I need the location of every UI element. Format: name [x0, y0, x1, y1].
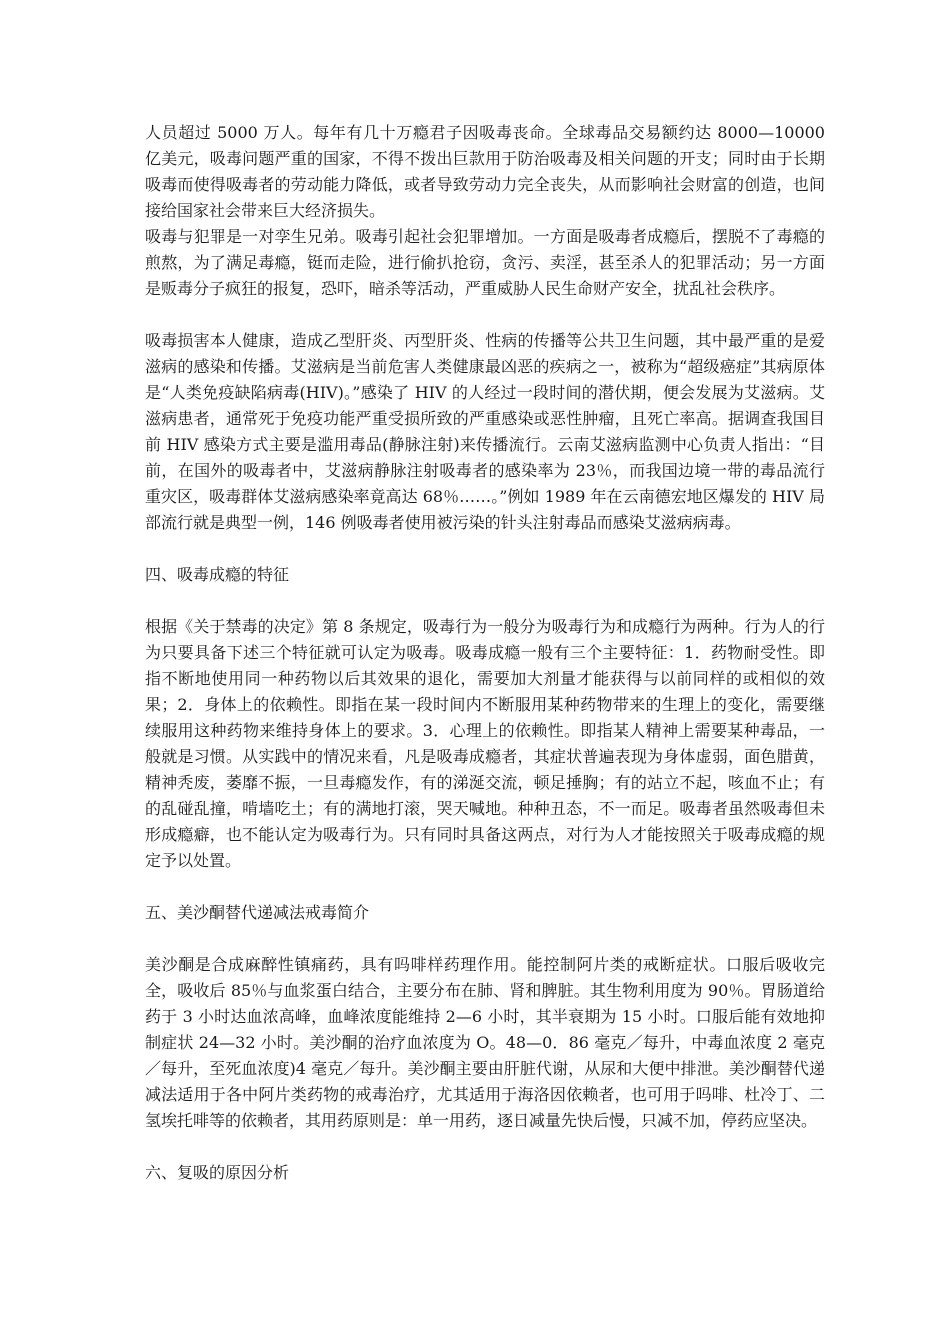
paragraph-spacer: [145, 874, 825, 900]
paragraph-methadone: 美沙酮是合成麻醉性镇痛药，具有吗啡样药理作用。能控制阿片类的戒断症状。口服后吸收完全，吸收后 85％与血浆蛋白结合，主要分布在肺、肾和脾脏。其生物利用度为 90％。胃肠道给药于 3 小时达血浓高峰，血峰浓度能维持 2—6 小时，其半衰期为 15 小时。口服后能有效地抑制症状 24—32 小时。美沙酮的治疗血浓度为 O。48—0．86 毫克／每升，中毒血浓度 2 毫克／每升，至死血浓度)4 毫克／每升。美沙酮主要由肝脏代谢，从尿和大便中排泄。美沙酮替代递减法适用于各中阿片类药物的戒毒治疗，尤其适用于海洛因依赖者，也可用于吗啡、杜冷丁、二氢埃托啡等的依赖者，其用药原则是：单一用药，逐日减量先快后慢，只减不加，停药应坚决。: [145, 955, 825, 1130]
paragraph-health-hiv: 吸毒损害本人健康，造成乙型肝炎、丙型肝炎、性病的传播等公共卫生问题，其中最严重的是爱滋病的感染和传播。艾滋病是当前危害人类健康最凶恶的疾病之一，被称为“超级癌症”其病原体是“人类免疫缺陷病毒(HIV)。”感染了 HIV 的人经过一段时间的潜伏期，便会发展为艾滋病。艾滋病患者，通常死于免疫功能严重受损所致的严重感染或恶性肿瘤，且死亡率高。据调查我国目前 HIV 感染方式主要是滥用毒品(静脉注射)来传播流行。云南艾滋病监测中心负责人指出：“目前，在国外的吸毒者中，艾滋病静脉注射吸毒者的感染率为 23％，而我国边境一带的毒品流行重灾区，吸毒群体艾滋病感染率竟高达 68％……。”例如 1989 年在云南德宏地区爆发的 HIV 局部流行就是典型一例，146 例吸毒者使用被污染的针头注射毒品而感染艾滋病病毒。: [145, 331, 825, 532]
paragraph-addiction-features: 根据《关于禁毒的决定》第 8 条规定，吸毒行为一般分为吸毒行为和成瘾行为两种。行为人的行为只要具备下述三个特征就可认定为吸毒。吸毒成瘾一般有三个主要特征：1．药物耐受性。即指不断地使用同一种药物以后其效果的退化，需要加大剂量才能获得与以前同样的或相似的效果；2．身体上的依赖性。即指在某一段时间内不断服用某种药物带来的生理上的变化，需要继续服用这种药物来维持身体上的要求。3．心理上的依赖性。即指某人精神上需要某种毒品，一般就是习惯。从实践中的情况来看，凡是吸毒成瘾者，其症状普遍表现为身体虚弱，面色腊黄，精神秃废，萎靡不振，一旦毒瘾发作，有的涕涎交流，顿足捶胸；有的站立不起，咳血不止；有的乱碰乱撞，啃墙吃土；有的满地打滚，哭天喊地。种种丑态，不一而足。吸毒者虽然吸毒但未形成瘾癖，也不能认定为吸毒行为。只有同时具备这两点，对行为人才能按照关于吸毒成瘾的规定予以处置。: [145, 617, 825, 870]
document-body: [145, 120, 825, 1186]
paragraph-drugs-and-crime: 吸毒与犯罪是一对孪生兄弟。吸毒引起社会犯罪增加。一方面是吸毒者成瘾后，摆脱不了毒瘾的煎熬，为了满足毒瘾，铤而走险，进行偷扒抢窃，贪污、卖淫，甚至杀人的犯罪活动；另一方面是贩毒分子疯狂的报复，恐吓，暗杀等活动，严重威胁人民生命财产安全，扰乱社会秩序。: [145, 227, 825, 298]
section-heading-methadone: 五、美沙酮替代递减法戒毒简介: [145, 903, 370, 922]
paragraph-spacer: [145, 588, 825, 614]
paragraph-spacer: [145, 926, 825, 952]
paragraph-spacer: [145, 536, 825, 562]
paragraph-spacer: [145, 302, 825, 328]
paragraph-spacer: [145, 1134, 825, 1160]
section-heading-relapse: 六、复吸的原因分析: [145, 1163, 290, 1182]
paragraph-economic-loss: 人员超过 5000 万人。每年有几十万瘾君子因吸毒丧命。全球毒品交易额约达 8000—10000 亿美元，吸毒问题严重的国家，不得不拨出巨款用于防治吸毒及相关问题的开支；同时由于长期吸毒而使得吸毒者的劳动能力降低，或者导致劳动力完全丧失，从而影响社会财富的创造，也间接给国家社会带来巨大经济损失。: [145, 123, 825, 220]
section-heading-addiction-features: 四、吸毒成瘾的特征: [145, 565, 290, 584]
